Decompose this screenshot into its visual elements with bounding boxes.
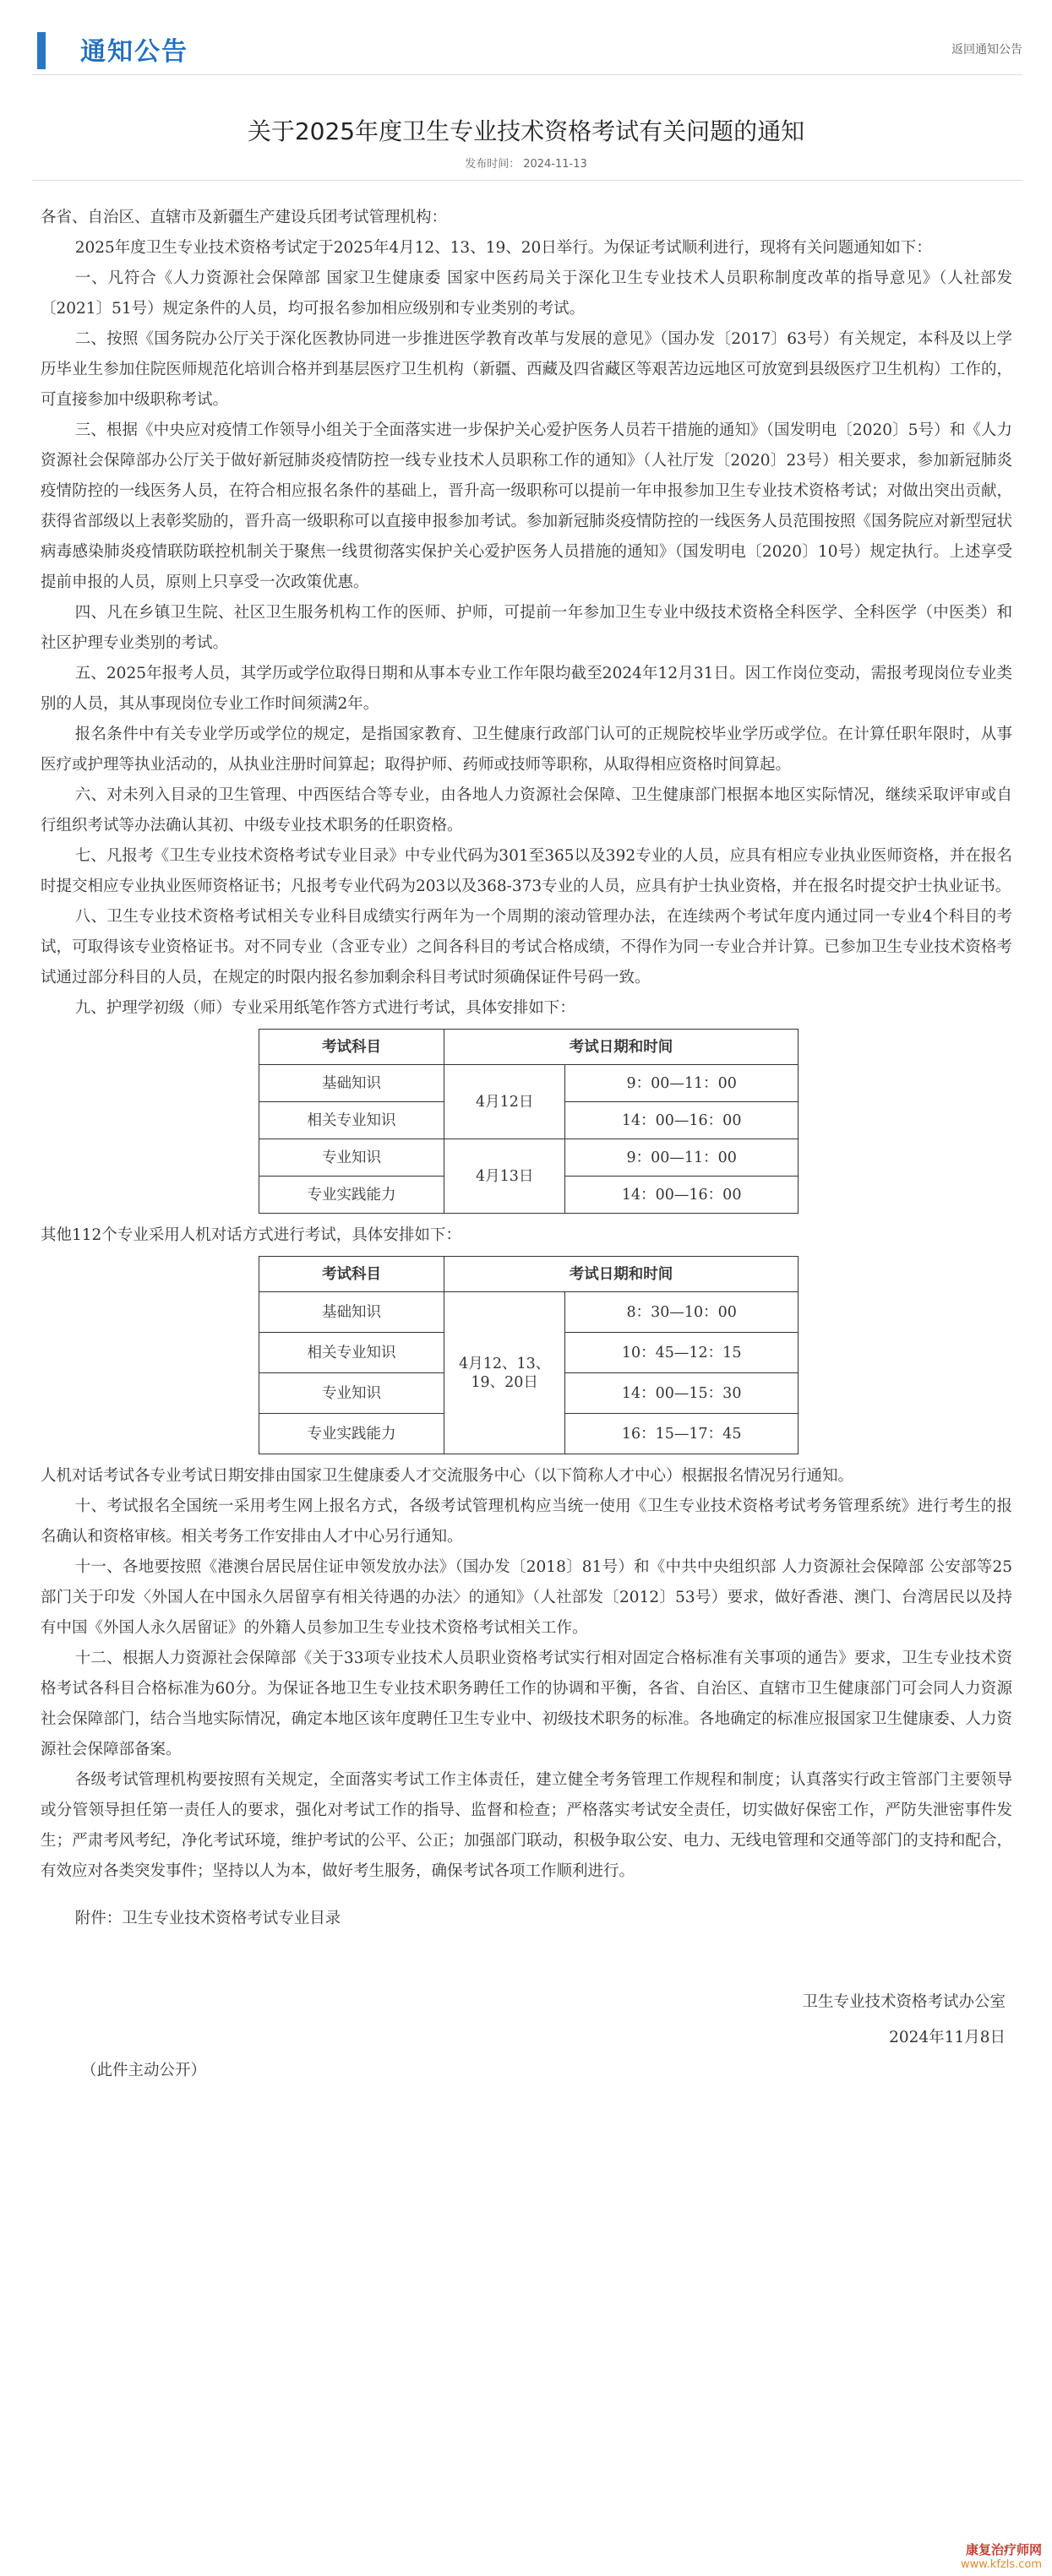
paragraph-9c: 人机对话考试各专业考试日期安排由国家卫生健康委人才交流服务中心（以下简称人才中心）根据报名情况另行通知。 xyxy=(41,1467,854,1485)
public-disclosure-note: （此件主动公开） xyxy=(81,2062,207,2079)
paragraph-3: 三、根据《中央应对疫情工作领导小组关于全面落实进一步保护关心爱护医务人员若干措施的通知》（国发明电〔2020〕5号）和《人力资源社会保障部办公厅关于做好新冠肺炎疫情防控一线专业技术人员职称工作的通知》（人社厅发〔2020〕23号）相关要求，参加新冠肺炎疫情防控的一线医务人员，在符合相应报名条件的基础上，晋升高一级职称可以提前一年申报参加卫生专业技术资格考试；对做出突出贡献，获得省部级以上表彰奖励的，晋升高一级职称可以直接申报参加考试。参加新冠肺炎疫情防控的一线医务人员范围按照《国务院应对新型冠状病毒感染肺炎疫情联防联控机制关于聚焦一线贯彻落实保护关心爱护医务人员措施的通知》（国发明电〔2020〕10号）规定执行。上述享受提前申报的人员，原则上只享受一次政策优惠。 xyxy=(41,421,1012,591)
table-cell-time: 8：30—10：00 xyxy=(565,1292,799,1333)
publish-date-label: 发布时间： xyxy=(465,158,521,171)
paragraph-10: 十、考试报名全国统一采用考生网上报名方式，各级考试管理机构应当统一使用《卫生专业技术资格考试考务管理系统》进行考生的报名确认和资格审核。相关考务工作安排由人才中心另行通知。 xyxy=(41,1497,1012,1546)
table-cell-subject: 基础知识 xyxy=(259,1292,444,1333)
paragraph-9: 九、护理学初级（师）专业采用纸笔作答方式进行考试，具体安排如下： xyxy=(74,999,575,1017)
paragraph-13: 各级考试管理机构要按照有关规定，全面落实考试工作主体责任，建立健全考务管理工作规程和制度；认真落实行政主管部门主要领导或分管领导担任第一责任人的要求，强化对考试工作的指导、监督和检查；严格落实考试安全责任，切实做好保密工作，严防失泄密事件发生；严肃考风考纪，净化考试环境，维护考试的公平、公正；加强部门联动，积极争取公安、电力、无线电管理和交通等部门的支持和配合，有效应对各类突发事件；坚持以人为本，做好考生服务，确保考试各项工作顺利进行。 xyxy=(41,1771,1012,1880)
table-cell-subject: 专业知识 xyxy=(259,1373,444,1414)
table-cell-date: 4月12日 xyxy=(444,1065,565,1139)
attachment-note: 附件：卫生专业技术资格考试专业目录 xyxy=(74,1910,341,1927)
table-cell-time: 14：00—16：00 xyxy=(565,1102,799,1139)
table-cell-subject: 专业实践能力 xyxy=(259,1414,444,1454)
article-title: 关于2025年度卫生专业技术资格考试有关问题的通知 xyxy=(247,117,805,145)
table-cell-time: 9：00—11：00 xyxy=(565,1139,799,1177)
title-divider xyxy=(32,180,1022,181)
section-header xyxy=(32,15,1022,75)
publish-date-value: 2024-11-13 xyxy=(523,158,587,171)
paragraph-9b: 其他112个专业采用人机对话方式进行考试，具体安排如下： xyxy=(41,1226,461,1244)
paragraph-8: 八、卫生专业技术资格考试相关专业科目成绩实行两年为一个周期的滚动管理办法，在连续两个考试年度内通过同一专业4个科目的考试，可取得该专业资格证书。对不同专业（含亚专业）之间各科目的考试合格成绩，不得作为同一专业合并计算。已参加卫生专业技术资格考试通过部分科目的人员，在规定的时限内报名参加剩余科目考试时须确保证件号码一致。 xyxy=(41,908,1012,986)
site-watermark xyxy=(961,2541,1042,2571)
article-body xyxy=(41,203,1012,2086)
paragraph-11: 十一、各地要按照《港澳台居民居住证申领发放办法》（国办发〔2018〕81号）和《中共中央组织部 人力资源社会保障部 公安部等25部门关于印发〈外国人在中国永久居留享有相关待遇的办法〉的通知》（人社部发〔2012〕53号）要求，做好香港、澳门、台湾居民以及持有中国《外国人永久居留证》的外籍人员参加卫生专业技术资格考试相关工作。 xyxy=(41,1558,1012,1637)
table-cell-time: 9：00—11：00 xyxy=(565,1065,799,1102)
table-cell-time: 10：45—12：15 xyxy=(565,1333,799,1373)
table-cell-time: 14：00—15：30 xyxy=(565,1373,799,1414)
paragraph-5b: 报名条件中有关专业学历或学位的规定，是指国家教育、卫生健康行政部门认可的正规院校毕业学历或学位。在计算任职年限时，从事医疗或护理等执业活动的，从执业注册时间算起；取得护师、药师或技师等职称，从取得相应资格时间算起。 xyxy=(41,726,1012,774)
paragraph-1: 一、凡符合《人力资源社会保障部 国家卫生健康委 国家中医药局关于深化卫生专业技术人员职称制度改革的指导意见》（人社部发〔2021〕51号）规定条件的人员，均可报名参加相应级别和专业类别的考试。 xyxy=(41,269,1012,318)
computer-exam-schedule-table xyxy=(259,1256,799,1454)
intro-paragraph: 2025年度卫生专业技术资格考试定于2025年4月12、13、19、20日举行。为保证考试顺利进行，现将有关问题通知如下： xyxy=(74,239,932,257)
table-cell-subject: 专业实践能力 xyxy=(259,1177,444,1214)
paragraph-6: 六、对未列入目录的卫生管理、中西医结合等专业，由各地人力资源社会保障、卫生健康部门根据本地区实际情况，继续采取评审或自行组织考试等办法确认其初、中级专业技术职务的任职资格。 xyxy=(41,786,1012,834)
paragraph-4: 四、凡在乡镇卫生院、社区卫生服务机构工作的医师、护师，可提前一年参加卫生专业中级技术资格全科医学、全科医学（中医类）和社区护理专业类别的考试。 xyxy=(41,604,1012,652)
table-header-subject: 考试科目 xyxy=(259,1257,444,1292)
watermark-url: www.kfzls.com xyxy=(960,2558,1042,2571)
table-cell-time: 14：00—16：00 xyxy=(565,1177,799,1214)
table-row xyxy=(259,1292,799,1333)
table-cell-date: 4月12、13、19、20日 xyxy=(444,1292,565,1454)
table-cell-time: 16：15—17：45 xyxy=(565,1414,799,1454)
table-header-datetime: 考试日期和时间 xyxy=(444,1257,799,1292)
table-row xyxy=(259,1065,799,1102)
section-accent-bar xyxy=(37,32,46,69)
back-to-notices-link[interactable]: 返回通知公告 xyxy=(951,43,1022,57)
paragraph-5: 五、2025年报考人员，其学历或学位取得日期和从事本专业工作年限均截至2024年12月31日。因工作岗位变动，需报考现岗位专业类别的人员，其从事现岗位专业工作时间须满2年。 xyxy=(41,665,1012,713)
signature-block xyxy=(41,1985,1012,2056)
paragraph-7: 七、凡报考《卫生专业技术资格考试专业目录》中专业代码为301至365以及392专业的人员，应具有相应专业执业医师资格，并在报名时提交相应专业执业医师资格证书；凡报考专业代码为203以及368-373专业的人员，应具有护士执业资格，并在报名时提交护士执业证书。 xyxy=(41,847,1012,895)
paragraph-2: 二、按照《国务院办公厅关于深化医教协同进一步推进医学教育改革与发展的意见》（国办发〔2017〕63号）有关规定，本科及以上学历毕业生参加住院医师规范化培训合格并到基层医疗卫生机构（新疆、西藏及四省藏区等艰苦边远地区可放宽到县级医疗卫生机构）工作的，可直接参加中级职称考试。 xyxy=(41,330,1012,409)
table-header-subject: 考试科目 xyxy=(259,1030,444,1065)
table-cell-subject: 专业知识 xyxy=(259,1139,444,1177)
section-title: 通知公告 xyxy=(80,37,188,67)
table-row xyxy=(259,1139,799,1177)
table-header-datetime: 考试日期和时间 xyxy=(444,1030,799,1065)
salutation: 各省、自治区、直辖市及新疆生产建设兵团考试管理机构： xyxy=(41,209,448,226)
signature-date: 2024年11月8日 xyxy=(889,2029,1006,2046)
table-cell-subject: 相关专业知识 xyxy=(259,1333,444,1373)
paragraph-12: 十二、根据人力资源社会保障部《关于33项专业技术人员职业资格考试实行相对固定合格标准有关事项的通告》要求，卫生专业技术资格考试各科目合格标准为60分。为保证各地卫生专业技术职务聘任工作的协调和平衡，各省、自治区、直辖市卫生健康部门可会同人力资源社会保障部门，结合当地实际情况，确定本地区该年度聘任卫生专业中、初级技术职务的标准。各地确定的标准应报国家卫生健康委、人力资源社会保障部备案。 xyxy=(41,1649,1012,1758)
table-cell-subject: 基础知识 xyxy=(259,1065,444,1102)
signature-org: 卫生专业技术资格考试办公室 xyxy=(802,1993,1006,2011)
watermark-site-name: 康复治疗师网 xyxy=(965,2542,1042,2557)
table-header-row xyxy=(259,1257,799,1292)
table-cell-date: 4月13日 xyxy=(444,1139,565,1214)
publish-date xyxy=(0,155,1052,171)
paper-exam-schedule-table xyxy=(259,1029,799,1214)
table-header-row xyxy=(259,1030,799,1065)
table-cell-subject: 相关专业知识 xyxy=(259,1102,444,1139)
